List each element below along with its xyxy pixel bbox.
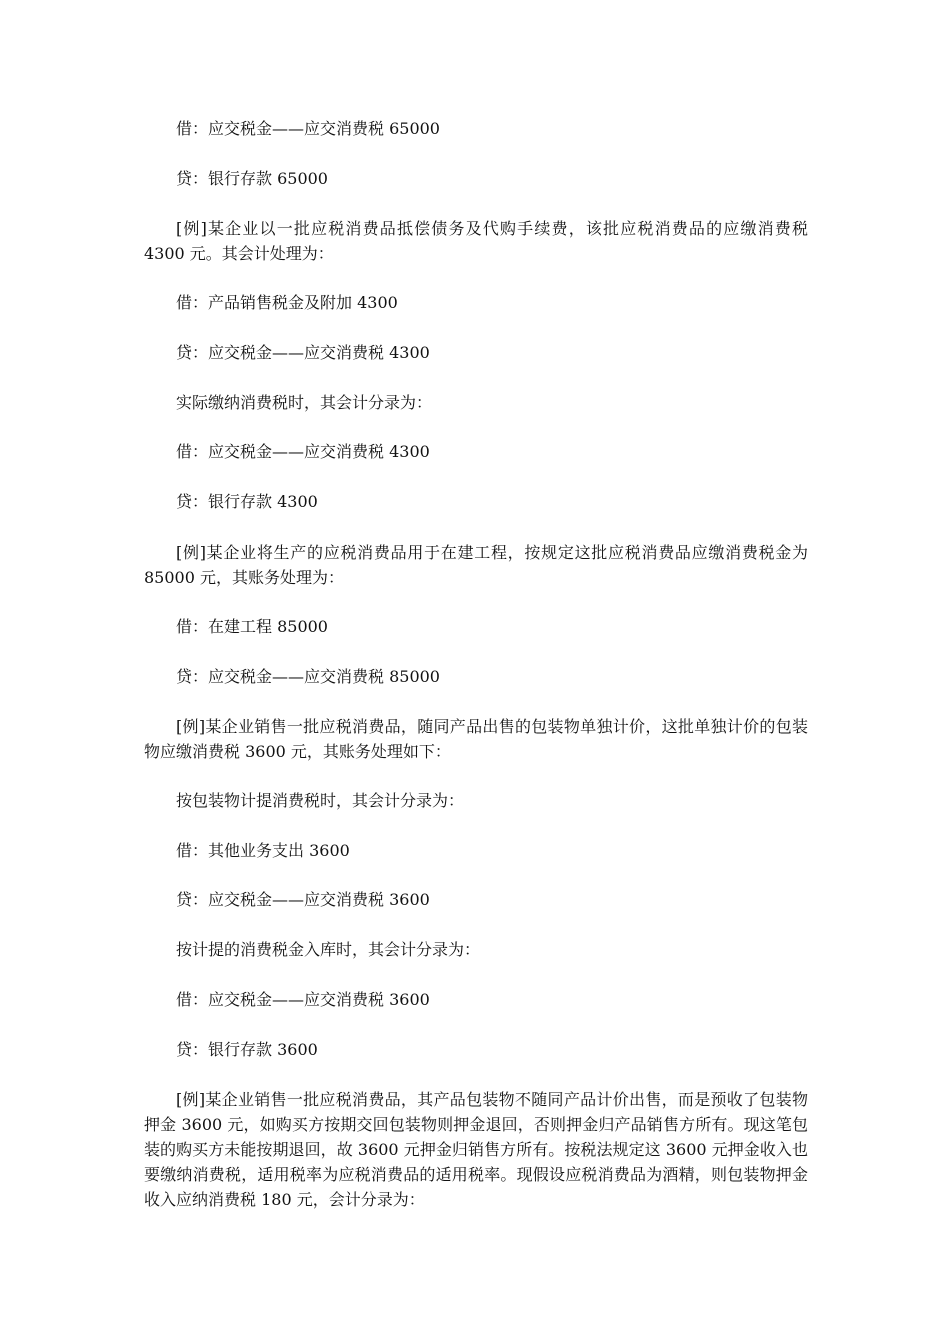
journal-credit-line: 贷：应交税金——应交消费税 4300 bbox=[176, 343, 430, 362]
journal-debit-line: 借：应交税金——应交消费税 4300 bbox=[176, 442, 430, 461]
journal-debit-line: 借：产品销售税金及附加 4300 bbox=[176, 293, 398, 312]
journal-credit-line: 贷：银行存款 3600 bbox=[176, 1040, 318, 1059]
journal-debit-line: 借：其他业务支出 3600 bbox=[176, 841, 350, 860]
journal-credit-line: 贷：银行存款 65000 bbox=[176, 169, 328, 188]
text-line: 按包装物计提消费税时，其会计分录为： bbox=[176, 791, 465, 810]
journal-credit-line: 贷：银行存款 4300 bbox=[176, 492, 318, 511]
example-paragraph: [例]某企业将生产的应税消费品用于在建工程，按规定这批应税消费品应缴消费税金为 85000 元，其账务处理为： bbox=[144, 543, 808, 587]
example-paragraph: [例]某企业销售一批应税消费品，其产品包装物不随同产品计价出售，而是预收了包装物押金 3600 元，如购买方按期交回包装物则押金退回，否则押金归产品销售方所有。现这笔包装的购买方未能按期退回，故 3600 元押金归销售方所有。按税法规定这 3600 元押金收入也要缴纳消费税，适用税率为应税消费品的适用税率。现假设应税消费品为酒精，则包装物押金收入应纳消费税 180 元，会计分录为： bbox=[144, 1090, 808, 1209]
journal-debit-line: 借：应交税金——应交消费税 3600 bbox=[176, 990, 430, 1009]
text-line: 实际缴纳消费税时，其会计分录为： bbox=[176, 393, 433, 412]
example-paragraph: [例]某企业以一批应税消费品抵偿债务及代购手续费，该批应税消费品的应缴消费税 4300 元。其会计处理为： bbox=[144, 219, 808, 263]
journal-credit-line: 贷：应交税金——应交消费税 3600 bbox=[176, 890, 430, 909]
journal-debit-line: 借：在建工程 85000 bbox=[176, 617, 328, 636]
journal-credit-line: 贷：应交税金——应交消费税 85000 bbox=[176, 667, 440, 686]
journal-debit-line: 借：应交税金——应交消费税 65000 bbox=[176, 119, 440, 138]
example-paragraph: [例]某企业销售一批应税消费品，随同产品出售的包装物单独计价，这批单独计价的包装物应缴消费税 3600 元，其账务处理如下： bbox=[144, 717, 808, 761]
text-line: 按计提的消费税金入库时，其会计分录为： bbox=[176, 940, 481, 959]
